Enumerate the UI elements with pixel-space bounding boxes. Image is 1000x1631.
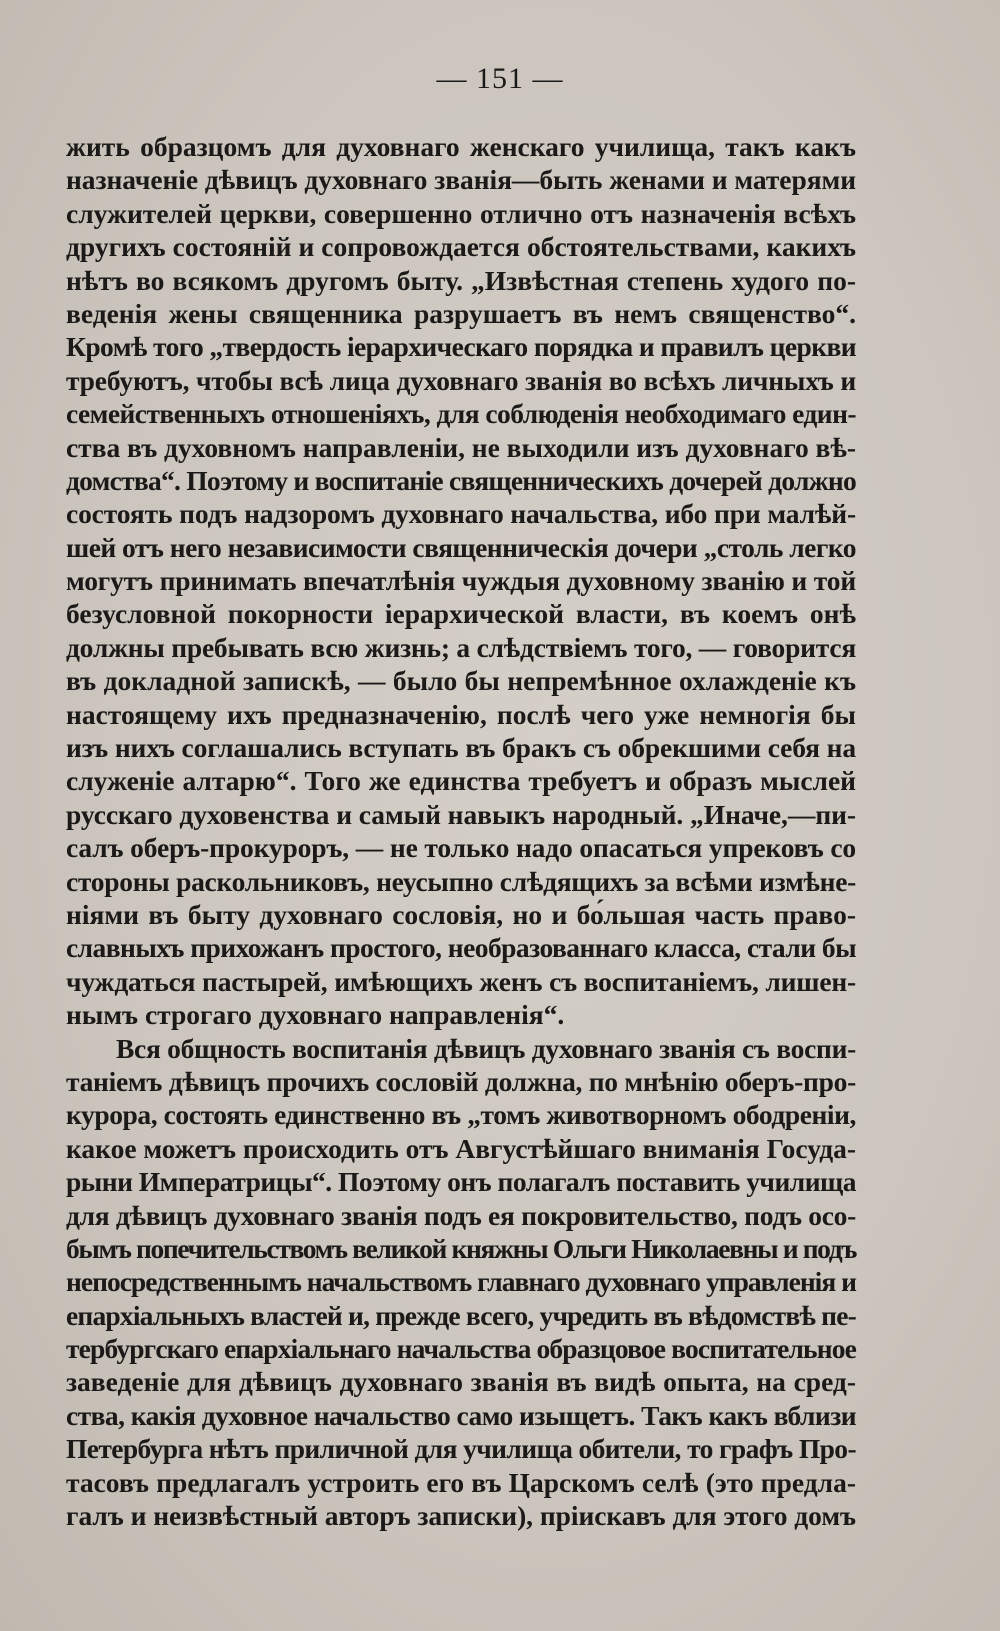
- text-line: курора, состоять единственно въ „томъ животворномъ ободреніи,: [66, 1099, 856, 1131]
- text-line: Кромѣ того „твердость іерархическаго порядка и правилъ церкви: [66, 331, 856, 363]
- text-line: чуждаться пастырей, имѣющихъ женъ съ воспитаніемъ, лишен-: [66, 965, 857, 997]
- text-line: непосредственнымъ начальствомъ главнаго духовнаго управленія и: [66, 1266, 856, 1298]
- text-line: нѣтъ во всякомъ другомъ быту. „Извѣстная степень худого по-: [66, 264, 856, 296]
- text-line: веденія жены священника разрушаетъ въ немъ священство“.: [66, 297, 856, 329]
- text-line: для дѣвицъ духовнаго званія подъ ея покровительство, подъ осо-: [66, 1199, 856, 1231]
- text-line: бымъ попечительствомъ великой княжны Ольги Николаевны и подъ: [66, 1232, 856, 1264]
- text-line: семейственныхъ отношеніяхъ, для соблюденія необходимаго един-: [66, 398, 856, 430]
- text-line: шей отъ него независимости священническія дочери „столь легко: [66, 531, 856, 563]
- text-line: славныхъ прихожанъ простого, необразованнаго класса, стали бы: [66, 932, 856, 964]
- page-number: — 151 —: [436, 62, 564, 95]
- text-line: состоять подъ надзоромъ духовнаго начальства, ибо при малѣй-: [66, 498, 856, 530]
- text-line: изъ нихъ соглашались вступать въ бракъ съ обрекшими себя на: [66, 732, 856, 764]
- text-line: служителей церкви, совершенно отлично отъ назначенія всѣхъ: [66, 197, 856, 229]
- text-line: требуютъ, чтобы всѣ лица духовнаго званія во всѣхъ личныхъ и: [66, 364, 856, 396]
- text-line: епархіальныхъ властей и, прежде всего, учредить въ вѣдомствѣ пе-: [66, 1299, 856, 1331]
- text-line: тасовъ предлагалъ устроить его въ Царскомъ селѣ (это предла-: [66, 1466, 856, 1498]
- text-line: ства, какія духовное начальство само изыщетъ. Такъ какъ вблизи: [66, 1399, 856, 1431]
- text-line: ніями въ быту духовнаго сословія, но и бо́льшая часть право-: [66, 898, 856, 930]
- text-line: служеніе алтарю“. Того же единства требуетъ и образъ мыслей: [66, 765, 856, 797]
- text-line: нымъ строгаго духовнаго направленія“.: [66, 999, 565, 1031]
- text-line: въ докладной запискѣ, — было бы непремѣнное охлажденіе къ: [66, 665, 856, 697]
- text-line: салъ оберъ-прокуроръ, — не только надо опасаться упрековъ со: [66, 832, 856, 864]
- page-text: [66, 130, 856, 1532]
- text-line: галъ и неизвѣстный авторъ записки), пріискавъ для этого домъ: [66, 1500, 856, 1532]
- text-line: другихъ состояній и сопровождается обстоятельствами, какихъ: [66, 231, 856, 263]
- paragraph-1: [66, 130, 856, 1032]
- text-line: стороны раскольниковъ, неусыпно слѣдящихъ за всѣми измѣне-: [66, 865, 856, 897]
- text-line: таніемъ дѣвицъ прочихъ сословій должна, по мнѣнію оберъ-про-: [66, 1065, 856, 1097]
- text-line: назначеніе дѣвицъ духовнаго званія—быть женами и матерями: [66, 164, 856, 196]
- text-line: домства“. Поэтому и воспитаніе священническихъ дочерей должно: [66, 464, 856, 496]
- text-line: должны пребывать всю жизнь; а слѣдствіемъ того, — говорится: [66, 631, 857, 663]
- text-line: русскаго духовенства и самый навыкъ народный. „Иначе,—пи-: [66, 798, 856, 830]
- text-line: настоящему ихъ предназначенію, послѣ чего уже немногія бы: [66, 698, 856, 730]
- text-line: заведеніе для дѣвицъ духовнаго званія въ видѣ опыта, на сред-: [66, 1366, 856, 1398]
- paragraph-2: [66, 1032, 856, 1533]
- text-line: безусловной покорности іерархической власти, въ коемъ онѣ: [66, 598, 856, 630]
- text-line: могутъ принимать впечатлѣнія чуждыя духовному званію и той: [66, 565, 856, 597]
- text-line: какое можетъ происходить отъ Августѣйшаго вниманія Госуда-: [66, 1132, 856, 1164]
- text-line: жить образцомъ для духовнаго женскаго училища, такъ какъ: [66, 131, 856, 162]
- text-line: Петербурга нѣтъ приличной для училища обители, то графъ Про-: [66, 1433, 857, 1465]
- text-line: Вся общность воспитанія дѣвицъ духовнаго званія съ воспи-: [116, 1032, 856, 1064]
- text-line: рыни Императрицы“. Поэтому онъ полагалъ поставить училища: [66, 1166, 856, 1198]
- text-line: ства въ духовномъ направленіи, не выходили изъ духовнаго вѣ-: [66, 431, 856, 463]
- text-line: тербургскаго епархіальнаго начальства образцовое воспитательное: [66, 1333, 856, 1365]
